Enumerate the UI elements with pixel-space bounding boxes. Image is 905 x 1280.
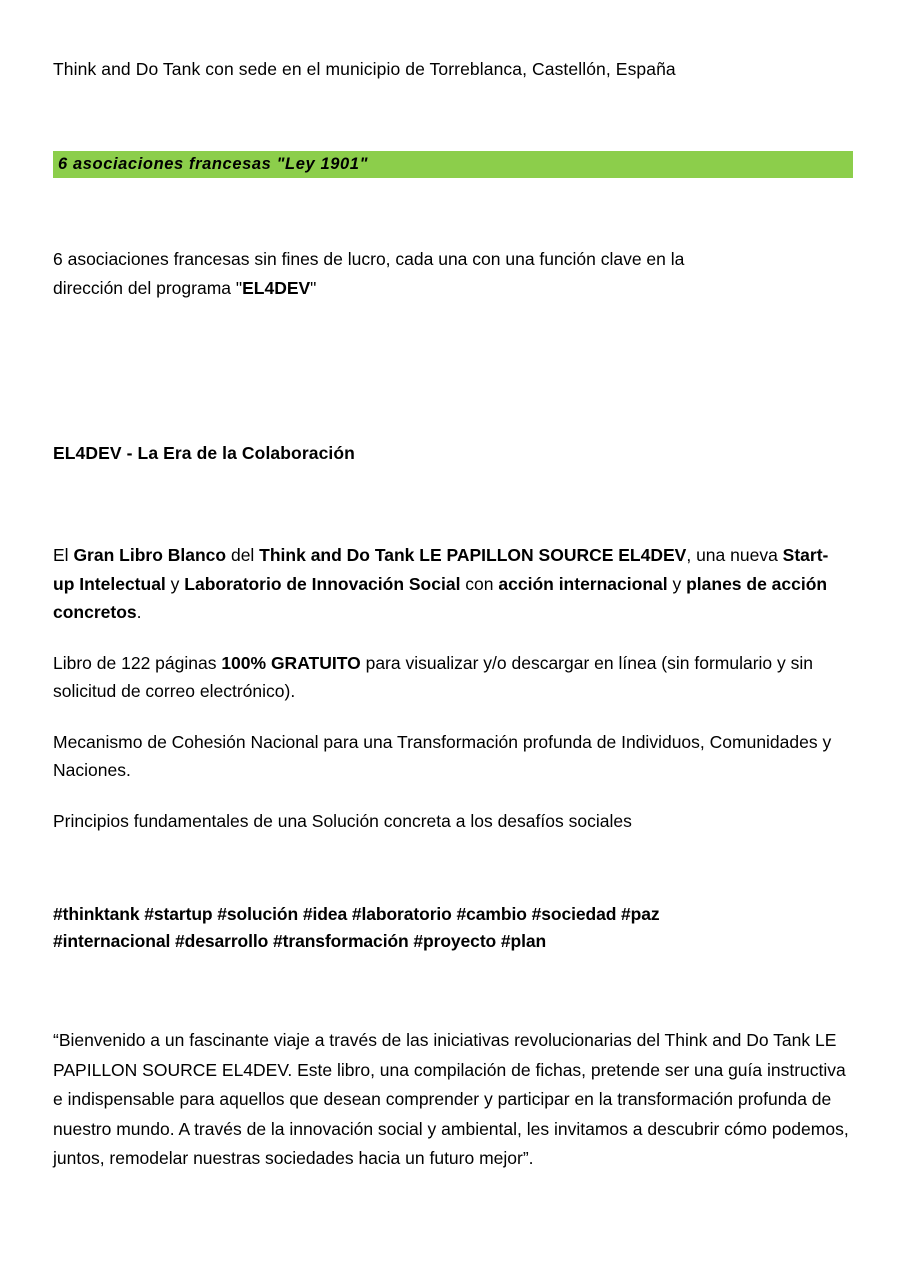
text-run: El — [53, 545, 74, 565]
hashtag-line-1: #thinktank #startup #solución #idea #laboratorio #cambio #sociedad #paz — [53, 904, 660, 924]
text-run-bold: Think and Do Tank LE PAPILLON SOURCE EL4DEV — [259, 545, 687, 565]
lead-paragraph-program-name: EL4DEV — [242, 278, 311, 298]
closing-quote-paragraph: “Bienvenido a un fascinante viaje a través de las iniciativas revolucionarias del Think and Do Tank LE PAPILLON SOURCE EL4DEV. Este libro, una compilación de fichas, pretende ser una guía instructiva e indispensable para aquellos que desean comprender y participar en la transformación profunda de nuestro mundo. A través de la innovación social y ambiental, les invitamos a descubrir cómo podemos, juntos, remodelar nuestras sociedades hacia un futuro mejor”. — [53, 1030, 849, 1168]
lead-paragraph-line-2 — [53, 274, 850, 303]
text-run: Libro de 122 páginas — [53, 652, 222, 673]
paragraph-mecanismo-cohesion — [53, 728, 843, 785]
text-run-bold: planes de acción concretos — [53, 573, 828, 622]
intro-line: Think and Do Tank con sede en el municipio de Torreblanca, Castellón, España — [53, 59, 676, 79]
lead-paragraph-suffix: " — [310, 278, 317, 298]
lead-paragraph-line-1: 6 asociaciones francesas sin fines de lucro, cada una con una función clave en la — [53, 249, 685, 269]
text-run: del — [226, 545, 260, 565]
body-paragraph-block — [53, 541, 843, 835]
text-run: y — [165, 573, 185, 594]
section-banner — [53, 151, 853, 178]
text-run-bold: Start-up Intelectual — [53, 545, 829, 594]
text-run: Mecanismo de Cohesión Nacional para una Transformación profunda de Individuos, Comunidades y Naciones. — [53, 731, 832, 780]
text-run-bold: acción internacional — [498, 573, 668, 594]
text-run-bold: 100% GRATUITO — [221, 652, 361, 673]
text-run: con — [460, 573, 499, 594]
section-banner-label: 6 asociaciones francesas "Ley 1901" — [58, 155, 368, 173]
text-run: y — [667, 573, 687, 594]
text-run-bold: Laboratorio de Innovación Social — [184, 573, 461, 594]
text-run: Principios fundamentales de una Solución concreta a los desafíos sociales — [53, 810, 632, 831]
text-run: . — [136, 602, 142, 622]
text-run: para visualizar y/o descargar en línea (sin formulario y sin solicitud de correo electrónico). — [53, 652, 814, 701]
text-run-bold: Gran Libro Blanco — [73, 545, 227, 565]
paragraph-libro-gratuito — [53, 649, 843, 706]
hashtag-line-2: #internacional #desarrollo #transformación #proyecto #plan — [53, 931, 547, 951]
text-run: , una nueva — [686, 545, 783, 565]
section-heading: EL4DEV - La Era de la Colaboración — [53, 443, 355, 463]
lead-paragraph — [53, 245, 850, 303]
paragraph-principios-fundamentales — [53, 807, 843, 836]
paragraph-gran-libro-blanco — [53, 541, 843, 627]
hashtag-block — [53, 901, 851, 955]
lead-paragraph-prefix: dirección del programa " — [53, 278, 243, 298]
